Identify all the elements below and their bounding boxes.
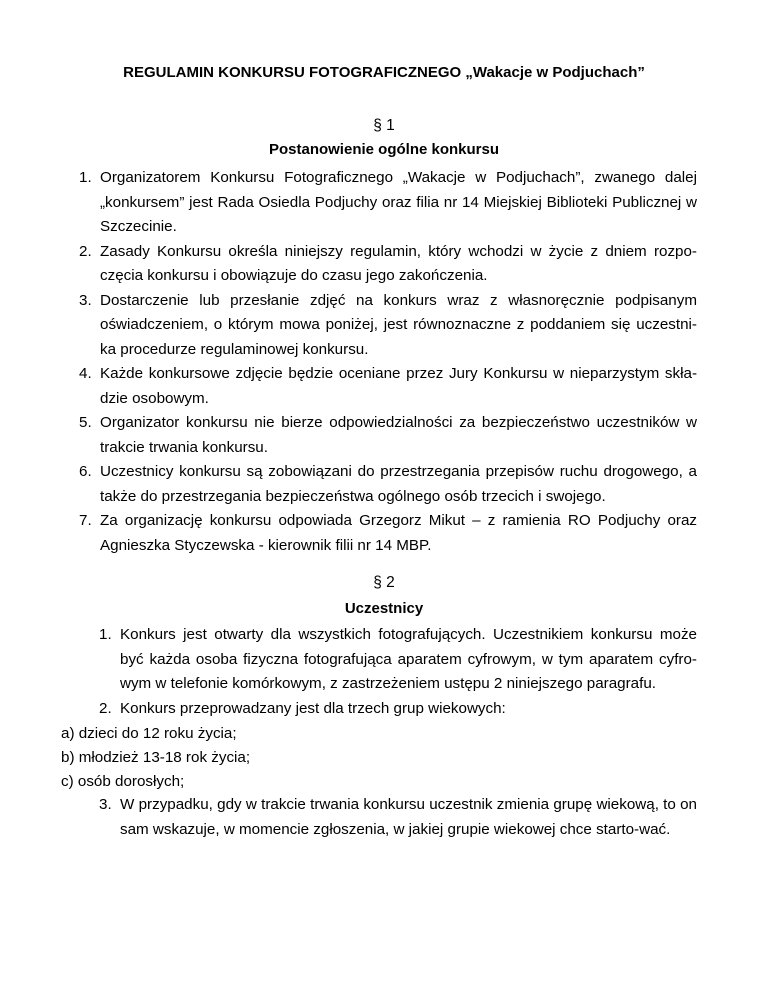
list-item-number: 3. <box>79 291 92 309</box>
list-item-text: Uczestnicy konkursu są zobowiązani do przestrzegania przepisów ruchu drogowego, a także do przestrzegania bezpieczeństwa ogólnego osób trzecich i swojego. <box>100 463 697 505</box>
list-item-number: 1. <box>79 169 92 186</box>
list-item-text: Za organizację konkursu odpowiada Grzegorz Mikut – z ramienia RO Podjuchy oraz Agnieszka Styczewska - kierownik filii nr 14 MBP. <box>100 512 697 554</box>
list-item <box>79 411 697 460</box>
section-2-list-b <box>99 793 697 842</box>
list-item-number: 2. <box>79 242 92 260</box>
section-2-heading: Uczestnicy <box>344 600 424 617</box>
list-item-text: W przypadku, gdy w trakcie trwania konkursu uczestnik zmienia grupę wiekową, to on sam wskazuje, w momencie zgłoszenia, w jakiej grupie wiekowej chce starto-wać. <box>120 796 697 838</box>
list-item-text: Zasady Konkursu określa niniejszy regulamin, który wchodzi w życie z dniem rozpo-częcia konkursu i obowiązuje do czasu jego zakończenia. <box>100 242 697 284</box>
list-item-text: Konkurs przeprowadzany jest dla trzech grup wiekowych: <box>120 699 506 717</box>
list-item-number: 5. <box>79 414 92 431</box>
list-item-number: 7. <box>79 512 92 529</box>
list-item-number: 6. <box>79 463 92 480</box>
section-2-sign: § 2 <box>373 574 395 591</box>
age-group-b: b) młodzież 13-18 rok życia; <box>61 749 251 766</box>
list-item <box>79 240 697 289</box>
list-item <box>99 793 697 842</box>
list-item-number: 2. <box>99 699 112 717</box>
age-group-a: a) dzieci do 12 roku życia; <box>61 725 237 742</box>
section-1-heading: Postanowienie ogólne konkursu <box>268 141 500 158</box>
list-item-text: Organizatorem Konkursu Fotograficznego „Wakacje w Podjuchach”, zwanego dalej „konkursem” jest Rada Osiedla Podjuchy oraz filia nr 14 Miejskiej Biblioteki Publicznej w Szczecinie. <box>100 169 697 235</box>
list-item-text: Organizator konkursu nie bierze odpowiedzialności za bezpieczeństwo uczestników w trakcie trwania konkursu. <box>100 414 697 456</box>
list-item <box>99 623 697 697</box>
list-item-text: Dostarczenie lub przesłanie zdjęć na konkurs wraz z własnoręcznie podpisanym oświadczeniem, o którym mowa poniżej, jest równoznaczne z poddaniem się uczestni-ka procedurze regulaminowej konkursu. <box>100 291 697 358</box>
list-item <box>79 509 697 558</box>
list-item-number: 3. <box>99 796 112 813</box>
section-1-list <box>79 166 697 558</box>
list-item <box>99 697 697 722</box>
document-title: REGULAMIN KONKURSU FOTOGRAFICZNEGO „Wakacje w Podjuchach” <box>123 64 645 81</box>
list-item-text: Konkurs jest otwarty dla wszystkich fotografujących. Uczestnikiem konkursu może być każda osoba fizyczna fotografująca aparatem cyfrowym, w tym aparatem cyfro-wym w telefonie komórkowym, z zastrzeżeniem ustępu 2 niniejszego paragrafu. <box>120 626 697 692</box>
list-item-text: Każde konkursowe zdjęcie będzie oceniane przez Jury Konkursu w nieparzystym skła-dzie osobowym. <box>100 365 697 407</box>
list-item-number: 4. <box>79 365 92 382</box>
list-item <box>79 289 697 363</box>
list-item-number: 1. <box>99 626 112 643</box>
age-group-c: c) osób dorosłych; <box>61 773 185 790</box>
list-item <box>79 460 697 509</box>
section-2-list-a <box>99 623 697 721</box>
list-item <box>79 362 697 411</box>
list-item <box>79 166 697 240</box>
section-1-sign: § 1 <box>373 117 395 134</box>
